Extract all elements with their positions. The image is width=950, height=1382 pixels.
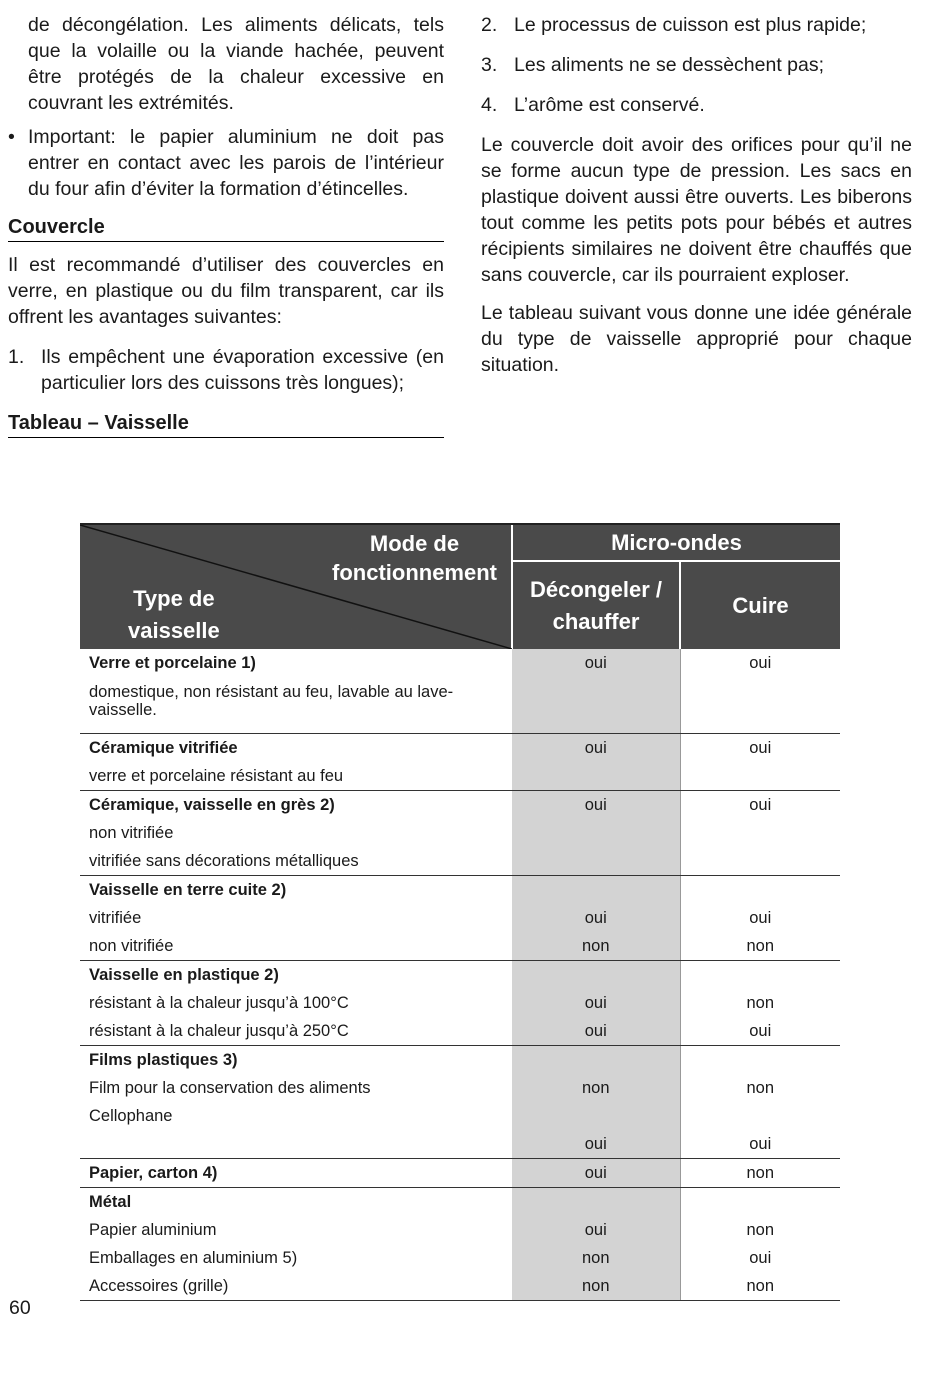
decongeler-cell-value: oui [584,739,607,757]
advantage-text: Le processus de cuisson est plus rapide; [514,14,867,36]
cuire-cell-value [681,876,841,904]
decongeler-cell-value: oui [584,1135,607,1153]
cuire-cell-value: non [746,1221,775,1239]
cuire-cell [680,1159,840,1188]
header-mode-line: Mode de [369,531,460,556]
advantage-item-3 [481,52,912,78]
cuire-cell [680,649,840,734]
advantage-text: Les aliments ne se dessèchent pas; [514,54,825,76]
cuire-cell [680,791,840,876]
decongeler-cell-value [512,677,680,705]
dish-type-line [89,1130,512,1158]
table-row [80,1188,840,1301]
dish-type-cell [80,1046,512,1159]
dish-type-cell [80,876,512,961]
dish-type-line: résistant à la chaleur jusqu’à 100°C [89,994,349,1012]
cuire-cell-value [681,1188,841,1216]
advantage-item-2 [481,12,912,38]
decongeler-cell-value [512,961,680,989]
dish-type-line: vitrifiée [89,909,142,927]
decongeler-cell-value: non [581,1079,610,1097]
dish-type-line: non vitrifiée [89,937,174,955]
left-column [8,12,444,438]
header-type-line: Type de [133,586,215,611]
cuire-cell-value: oui [749,739,772,757]
cuire-cell-value [681,705,841,733]
decongeler-cell-value: oui [584,1022,607,1040]
table-row [80,1159,840,1188]
cuire-cell-value [681,762,841,790]
cuire-cell-value [681,1046,841,1074]
dish-type-title: Céramique vitrifiée [89,739,238,757]
dish-type-cell [80,734,512,791]
decongeler-cell [512,961,680,1046]
heading-couvercle: Couvercle [8,214,444,242]
decongeler-cell-value [512,876,680,904]
vaisselle-table [80,523,840,1301]
cuire-cell-value: non [746,1277,775,1295]
decongeler-cell-value [512,705,680,733]
cuire-cell-value: non [746,994,775,1012]
cuire-cell [680,1046,840,1159]
advantage-item-1 [8,344,444,396]
table-row [80,961,840,1046]
header-mode-line: fonctionnement [332,560,497,585]
table-row [80,1046,840,1159]
header-type-line: vaisselle [128,618,220,643]
decongeler-cell-value [512,1046,680,1074]
decongeler-cell [512,734,680,791]
decongeler-cell-value: oui [584,1221,607,1239]
dish-type-cell [80,961,512,1046]
bullet-text: Important: le papier aluminium ne doit pas entrer en contact avec les parois de l’intérieur du four afin d’éviter la formation d’étincelles. [28,126,444,200]
decongeler-cell-value [512,819,680,847]
cuire-cell-value: oui [749,909,772,927]
dish-type-line: Cellophane [89,1107,173,1125]
header-diagonal-cell [80,524,512,649]
right-column [481,12,912,378]
table-intro-paragraph: Le tableau suivant vous donne une idée générale du type de vaisselle approprié pour chaque situation. [481,302,912,376]
decongeler-cell [512,649,680,734]
advantage-number: 3. [481,54,498,76]
dish-type-title: Verre et porcelaine 1) [89,654,256,672]
decongeler-cell [512,876,680,961]
table-body [80,649,840,1301]
decongeler-cell-value: oui [584,654,607,672]
cuire-cell [680,1188,840,1301]
dish-type-cell [80,649,512,734]
table-row [80,791,840,876]
dish-type-line: vitrifiée sans décorations métalliques [89,852,359,870]
dish-type-title: Métal [89,1193,132,1211]
cuire-cell-value: non [746,1079,775,1097]
decongeler-cell-value: non [581,1277,610,1295]
header-dec-line: chauffer [552,608,640,634]
cuire-cell-value [681,819,841,847]
header-mode [332,529,497,587]
dish-type-line: résistant à la chaleur jusqu’à 250°C [89,1022,349,1040]
dish-type-title: Papier, carton 4) [89,1164,218,1182]
decongeler-cell-value [512,1102,680,1130]
decongeler-cell [512,791,680,876]
decongeler-cell-value [512,847,680,875]
cuire-cell-value [681,961,841,989]
bullet-mark: • [8,126,15,148]
advantage-number: 4. [481,94,498,116]
decongeler-cell-value: non [581,937,610,955]
cuire-cell-value: oui [749,1249,772,1267]
header-micro-ondes: Micro-ondes [512,524,840,561]
couvercle-paragraph: Il est recommandé d’utiliser des couvercles en verre, en plastique ou du film transparent, car ils offrent les avantages suivantes: [8,254,444,328]
cuire-cell [680,876,840,961]
dish-type-title: Céramique, vaisselle en grès 2) [89,796,335,814]
dish-type-line: Accessoires (grille) [89,1277,229,1295]
cuire-cell-value: oui [749,796,772,814]
dish-type-title: Vaisselle en plastique 2) [89,966,279,984]
page-number: 60 [9,1297,31,1319]
table-row [80,734,840,791]
header-decongeler [512,561,680,649]
dish-type-line: non vitrifiée [89,824,174,842]
decongeler-cell-value [512,1188,680,1216]
decongeler-cell-value: oui [584,909,607,927]
dish-type-cell [80,791,512,876]
dish-type-cell [80,1159,512,1188]
dish-type-line: domestique, non résistant au feu, lavable au lave-vaisselle. [89,683,454,719]
decongeler-cell-value: non [581,1249,610,1267]
table-row [80,876,840,961]
decongeler-cell-value: oui [584,796,607,814]
advantage-text: L’arôme est conservé. [514,94,705,116]
advantage-item-4 [481,92,912,118]
decongeler-cell [512,1159,680,1188]
cuire-cell-value: oui [749,1022,772,1040]
table-row [80,649,840,734]
cuire-cell-value: non [746,1164,775,1182]
cuire-cell-value: oui [749,1135,772,1153]
dish-type-line: Emballages en aluminium 5) [89,1249,298,1267]
cuire-cell [680,961,840,1046]
cuire-cell [680,734,840,791]
bullet-item [8,124,444,202]
header-type [128,583,220,647]
dish-type-cell [80,1188,512,1301]
dish-type-title: Vaisselle en terre cuite 2) [89,881,287,899]
advantage-number: 1. [8,346,25,368]
advantage-text: Ils empêchent une évaporation excessive (en particulier lors des cuissons très longues); [41,346,444,394]
intro-continuation: de décongélation. Les aliments délicats, tels que la volaille ou la viande hachée, peuvent être protégés de la chaleur excessive en couvrant les extrémités. [28,14,444,114]
cuire-cell-value: non [746,937,775,955]
cuire-cell-value: oui [749,654,772,672]
dish-type-title: Films plastiques 3) [89,1051,238,1069]
header-cuire: Cuire [680,561,840,649]
header-dec-line: Décongeler / [529,576,663,602]
advantage-number: 2. [481,14,498,36]
decongeler-cell-value: oui [584,994,607,1012]
cuire-cell-value [681,1102,841,1130]
dish-type-line: verre et porcelaine résistant au feu [89,767,344,785]
decongeler-cell-value: oui [584,1164,607,1182]
decongeler-cell [512,1046,680,1159]
heading-tableau: Tableau – Vaisselle [8,410,444,438]
dish-type-line: Film pour la conservation des aliments [89,1079,371,1097]
dish-type-line: Papier aluminium [89,1221,217,1239]
decongeler-cell-value [512,762,680,790]
cuire-cell-value [681,677,841,705]
orifices-paragraph: Le couvercle doit avoir des orifices pour qu’il ne se forme aucun type de pression. Les sacs en plastique doivent aussi être ouverts. Les biberons tout comme les petits pots pour bébés et autres récipients similaires ne doivent être chauffés que sans couvercle, car ils pourraient exploser. [481,134,912,286]
decongeler-cell [512,1188,680,1301]
cuire-cell-value [681,847,841,875]
